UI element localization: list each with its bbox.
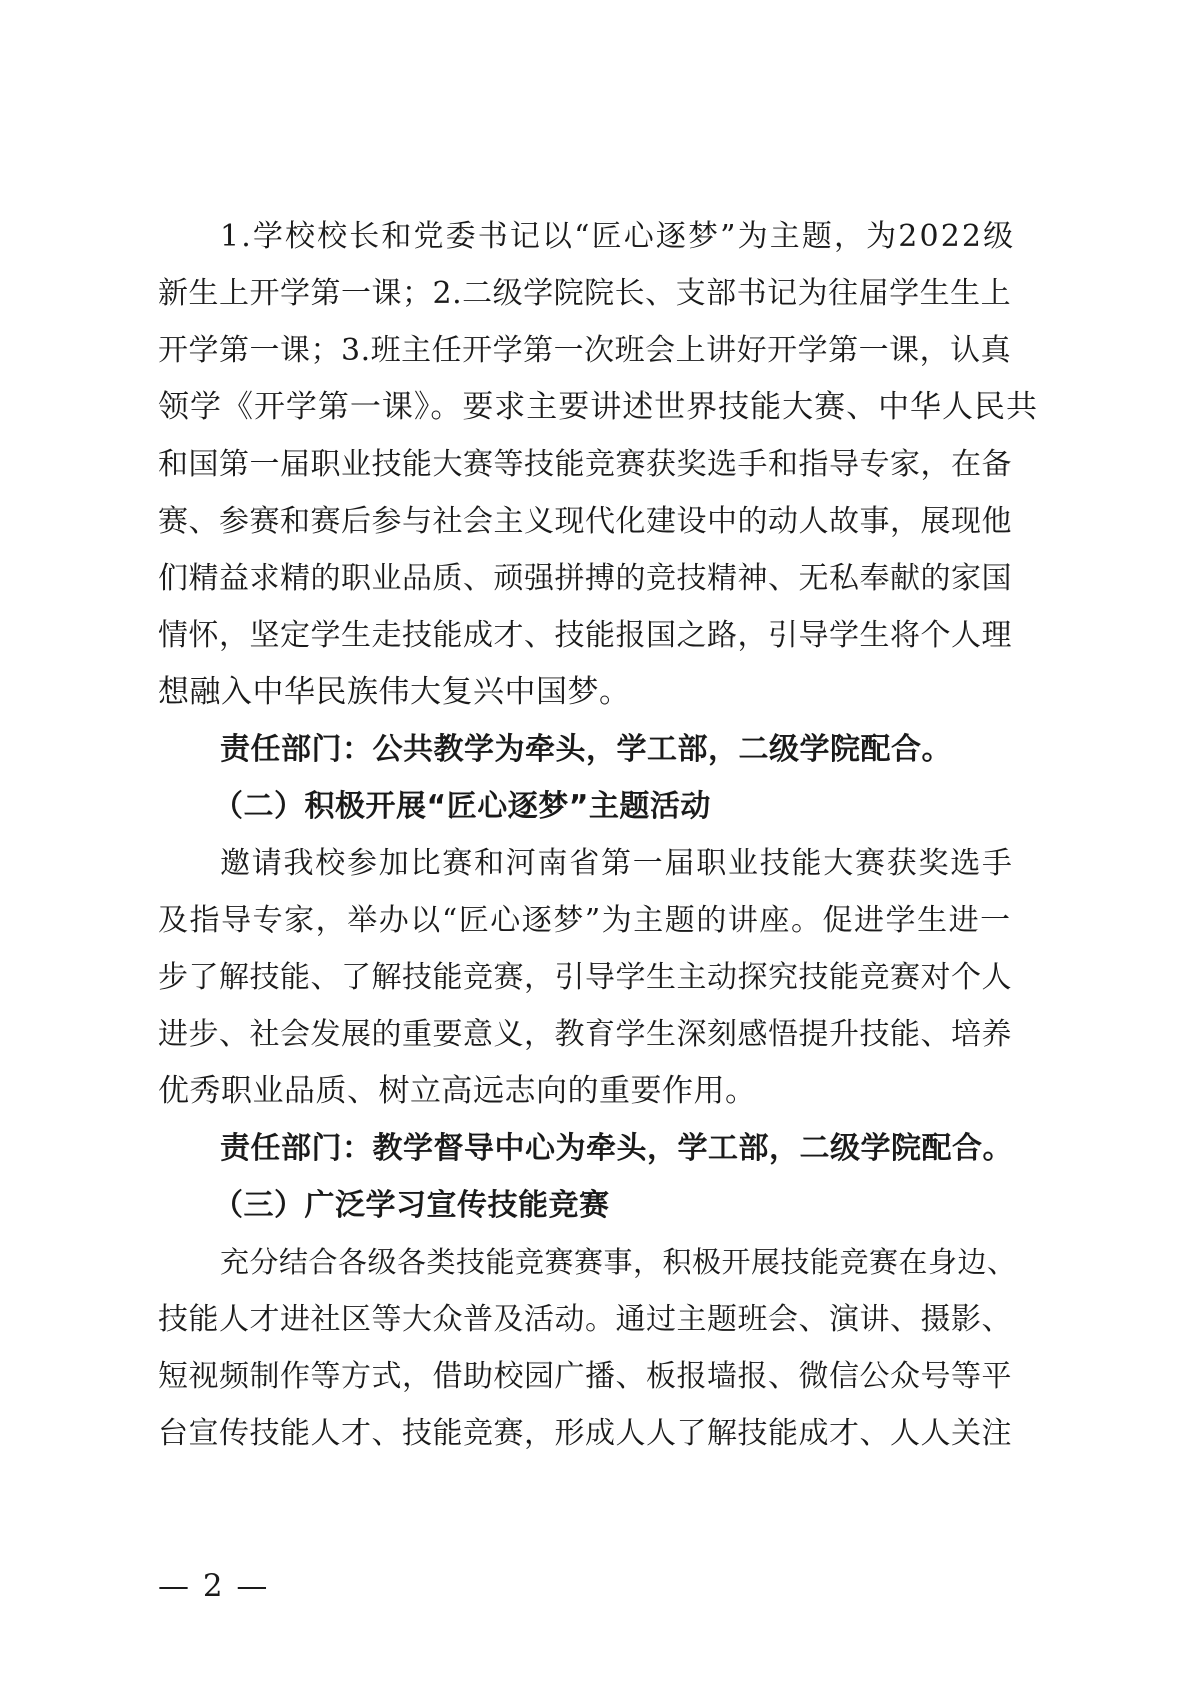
paragraph-1-line-3: 开学第一课；3.班主任开学第一次班会上讲好开学第一课，认真 xyxy=(158,333,1012,368)
paragraph-3-line-3: 短视频制作等方式，借助校园广播、板报墙报、微信公众号等平 xyxy=(158,1359,1012,1394)
document-body xyxy=(158,208,1038,1462)
paragraph-1-line-9: 想融入中华民族伟大复兴中国梦。 xyxy=(158,674,631,710)
paragraph-1-line-7: 们精益求精的职业品质、顽强拼搏的竞技精神、无私奉献的家国 xyxy=(158,561,1012,596)
paragraph-2-line-2: 及指导专家，举办以“匠心逐梦”为主题的讲座。促进学生进一 xyxy=(158,903,1012,938)
paragraph-2-line-1: 邀请我校参加比赛和河南省第一届职业技能大赛获奖选手 xyxy=(220,846,1014,881)
paragraph-3-line-2: 技能人才进社区等大众普及活动。通过主题班会、演讲、摄影、 xyxy=(158,1302,1012,1337)
paragraph-3-line-4: 台宣传技能人才、技能竞赛，形成人人了解技能成才、人人关注 xyxy=(158,1416,1012,1451)
page-number: — 2 — xyxy=(158,1568,270,1604)
paragraph-1-line-5: 和国第一届职业技能大赛等技能竞赛获奖选手和指导专家，在备 xyxy=(158,447,1012,482)
paragraph-3-line-1: 充分结合各级各类技能竞赛赛事，积极开展技能竞赛在身边、 xyxy=(220,1245,1017,1279)
paragraph-2-line-4: 进步、社会发展的重要意义，教育学生深刻感悟提升技能、培养 xyxy=(158,1017,1012,1052)
section-heading-2: （二）积极开展“匠心逐梦”主题活动 xyxy=(213,789,711,824)
responsibility-line-1: 责任部门：公共教学为牵头，学工部，二级学院配合。 xyxy=(220,732,952,767)
paragraph-1-line-4: 领学《开学第一课》。要求主要讲述世界技能大赛、中华人民共 xyxy=(158,389,1038,425)
paragraph-2-line-5: 优秀职业品质、树立高远志向的重要作用。 xyxy=(158,1073,757,1109)
responsibility-line-2: 责任部门：教学督导中心为牵头，学工部，二级学院配合。 xyxy=(220,1131,1013,1166)
paragraph-1-line-1: 1.学校校长和党委书记以“匠心逐梦”为主题，为2022级 xyxy=(220,219,1016,254)
paragraph-1-line-2: 新生上开学第一课；2.二级学院院长、支部书记为往届学生生上 xyxy=(158,276,1012,311)
paragraph-2-line-3: 步了解技能、了解技能竞赛，引导学生主动探究技能竞赛对个人 xyxy=(158,960,1012,995)
paragraph-1-line-8: 情怀，坚定学生走技能成才、技能报国之路，引导学生将个人理 xyxy=(158,618,1012,653)
section-heading-3: （三）广泛学习宣传技能竞赛 xyxy=(213,1188,610,1223)
paragraph-1-line-6: 赛、参赛和赛后参与社会主义现代化建设中的动人故事，展现他 xyxy=(158,504,1012,539)
